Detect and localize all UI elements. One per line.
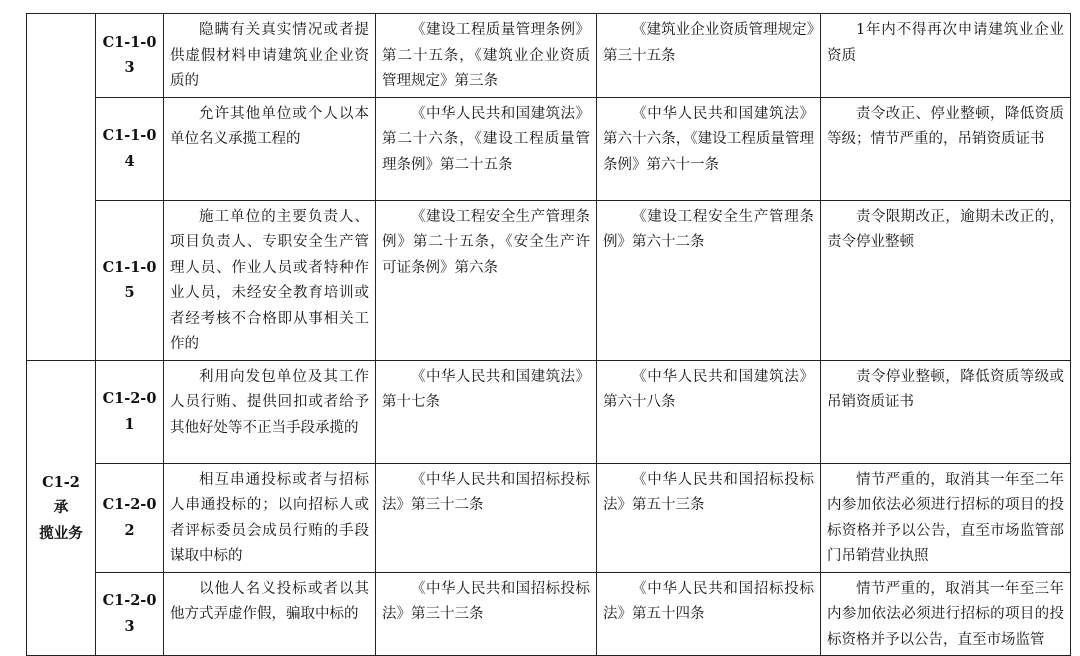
table-row	[27, 572, 1071, 656]
category-cell-continued	[27, 14, 96, 361]
penalty-basis-cell: 《建筑业企业资质管理规定》第三十五条	[597, 14, 821, 98]
basis-cell: 《中华人民共和国招标投标法》第三十二条	[376, 463, 597, 572]
table-row	[27, 360, 1071, 463]
penalty-cell: 责令停业整顿，降低资质等级或吊销资质证书	[821, 360, 1071, 463]
basis-cell: 《中华人民共和国建筑法》第二十六条，《建设工程质量管理条例》第二十五条	[376, 97, 597, 200]
code-line: C1-1-0	[102, 258, 157, 276]
table-row	[27, 14, 1071, 98]
code-line: 4	[124, 152, 135, 170]
penalty-cell: 1年内不得再次申请建筑业企业资质	[821, 14, 1071, 98]
penalty-cell: 情节严重的，取消其一年至三年内参加依法必须进行招标的项目的投标资格并予以公告，直至市场监管	[821, 572, 1071, 656]
basis-cell: 《建设工程质量管理条例》第二十五条，《建筑业企业资质管理规定》第三条	[376, 14, 597, 98]
code-cell	[96, 463, 164, 572]
behavior-cell: 隐瞒有关真实情况或者提供虚假材料申请建筑业企业资质的	[164, 14, 376, 98]
behavior-cell: 以他人名义投标或者以其他方式弄虚作假，骗取中标的	[164, 572, 376, 656]
penalty-cell: 情节严重的，取消其一年至二年内参加依法必须进行招标的项目的投标资格并予以公告，直至市场监管部门吊销营业执照	[821, 463, 1071, 572]
table-row	[27, 200, 1071, 360]
penalty-cell: 责令限期改正，逾期未改正的，责令停业整顿	[821, 200, 1071, 360]
penalty-basis-cell: 《中华人民共和国招标投标法》第五十四条	[597, 572, 821, 656]
table-row	[27, 97, 1071, 200]
code-line: 1	[124, 415, 135, 433]
basis-cell: 《建设工程安全生产管理条例》第二十五条，《安全生产许可证条例》第六条	[376, 200, 597, 360]
table-row	[27, 463, 1071, 572]
code-cell	[96, 360, 164, 463]
code-line: C1-2-0	[102, 390, 157, 407]
code-cell	[96, 200, 164, 360]
behavior-cell: 利用向发包单位及其工作人员行贿、提供回扣或者给予其他好处等不正当手段承揽的	[164, 360, 376, 463]
code-cell	[96, 572, 164, 656]
code-line: C1-2-0	[102, 592, 157, 610]
penalty-basis-cell: 《中华人民共和国招标投标法》第五十三条	[597, 463, 821, 572]
category-label-line1: C1-2 承	[42, 473, 80, 516]
code-line: C1-2-0	[102, 496, 157, 513]
code-cell	[96, 14, 164, 98]
code-line: 3	[124, 59, 135, 77]
penalty-basis-cell: 《中华人民共和国建筑法》第六十八条	[597, 360, 821, 463]
basis-cell: 《中华人民共和国招标投标法》第三十三条	[376, 572, 597, 656]
behavior-cell: 相互串通投标或者与招标人串通投标的；以向招标人或者评标委员会成员行贿的手段谋取中标的	[164, 463, 376, 572]
penalty-basis-cell: 《中华人民共和国建筑法》第六十六条，《建设工程质量管理条例》第六十一条	[597, 97, 821, 200]
code-line: C1-1-0	[102, 127, 157, 144]
basis-cell: 《中华人民共和国建筑法》第十七条	[376, 360, 597, 463]
code-line: 5	[124, 284, 135, 301]
category-cell	[27, 360, 96, 656]
code-line: 3	[124, 617, 135, 635]
category-label-line2: 揽业务	[39, 524, 83, 542]
penalty-cell: 责令改正、停业整顿，降低资质等级；情节严重的，吊销资质证书	[821, 97, 1071, 200]
regulation-table	[26, 13, 1071, 656]
behavior-cell: 允许其他单位或个人以本单位名义承揽工程的	[164, 97, 376, 200]
code-line: C1-1-0	[102, 33, 157, 51]
behavior-cell: 施工单位的主要负责人、项目负责人、专职安全生产管理人员、作业人员或者特种作业人员，未经安全教育培训或者经考核不合格即从事相关工作的	[164, 200, 376, 360]
code-cell	[96, 97, 164, 200]
penalty-basis-cell: 《建设工程安全生产管理条例》第六十二条	[597, 200, 821, 360]
code-line: 2	[124, 521, 135, 539]
